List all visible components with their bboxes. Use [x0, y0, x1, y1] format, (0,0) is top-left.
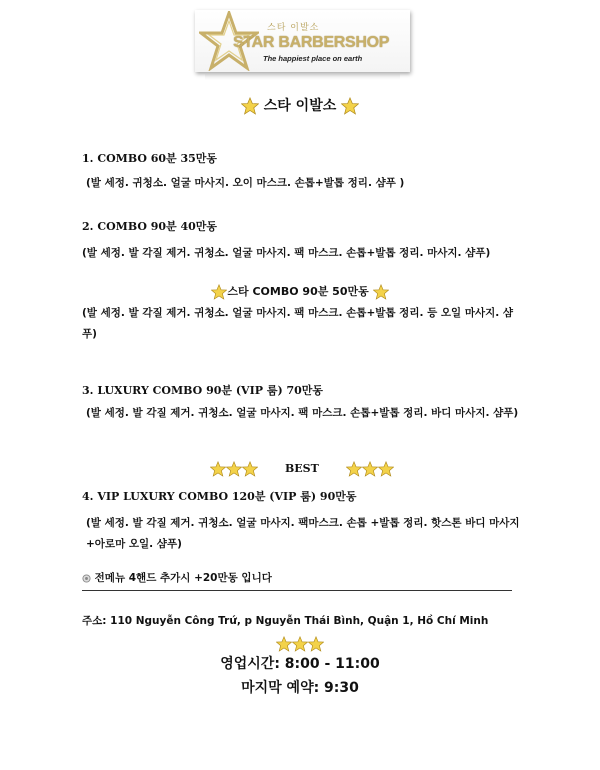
- best-row: [210, 461, 394, 477]
- star-icon: [241, 97, 259, 115]
- page-title: [0, 95, 600, 115]
- menu-item-4-desc: (발 세정. 발 각질 제거. 귀청소. 얼굴 마사지. 팩마스크. 손톱 +발톱 정리. 핫스톤 바디 마사지+아로마 오일. 샴푸): [86, 517, 520, 550]
- barbershop-logo: [195, 10, 410, 72]
- circle-bullet-icon: [82, 574, 91, 583]
- menu-item-3-label: 3. LUXURY COMBO 90분 (VIP 룸) 70만동: [82, 384, 324, 397]
- extra-note-text: 전메뉴 4핸드 추가시 +20만동 입니다: [94, 572, 272, 584]
- star-icon: [373, 284, 389, 300]
- star-icon: [292, 636, 308, 652]
- menu-item-1-label: 1. COMBO 60분 35만동: [82, 152, 218, 165]
- extra-note: [82, 570, 272, 585]
- star-icon: [341, 97, 359, 115]
- logo-korean-name: 스타 이발소: [267, 23, 320, 33]
- menu-item-4-label: 4. VIP LUXURY COMBO 120분 (VIP 룸) 90만동: [82, 490, 357, 503]
- menu-item-2-label: 2. COMBO 90분 40만동: [82, 220, 218, 233]
- business-hours: 영업시간: 8:00 - 11:00: [220, 656, 380, 672]
- title-text: 스타 이발소: [263, 98, 337, 114]
- star-icon: [242, 461, 258, 477]
- star-combo-desc: (발 세정. 발 각질 제거. 귀청소. 얼굴 마사지. 팩 마스크. 손톱+발톱 정리. 등 오일 마사지. 샴푸): [82, 307, 514, 340]
- menu-item-2-desc: (발 세정. 발 각질 제거. 귀청소. 얼굴 마사지. 팩 마스크. 손톱+발톱 정리. 마사지. 샴푸): [82, 247, 491, 259]
- menu-item-3-desc: (발 세정. 발 각질 제거. 귀청소. 얼굴 마사지. 팩 마스크. 손톱+발톱 정리. 바디 마사지. 샴푸): [86, 407, 519, 419]
- star-icon: [211, 284, 227, 300]
- divider-line: [82, 590, 512, 591]
- logo-tagline: The happiest place on earth: [263, 54, 363, 63]
- menu-item-1-desc: (발 세정. 귀청소. 얼굴 마사지. 오이 마스크. 손톱+발톱 정리. 샴푸 ): [86, 177, 405, 189]
- address: 주소: 110 Nguyễn Công Trứ, p Nguyễn Thái Bình, Quận 1, Hồ Chí Minh: [82, 615, 489, 627]
- footer-stars: [0, 633, 600, 652]
- star-icon: [378, 461, 394, 477]
- star-icon: [362, 461, 378, 477]
- star-icon: [308, 636, 324, 652]
- star-icon: [226, 461, 242, 477]
- star-icon: [276, 636, 292, 652]
- logo-brand-name: STAR BARBERSHOP: [233, 34, 390, 51]
- star-combo-label-row: [0, 283, 600, 300]
- star-combo-label: 스타 COMBO 90분 50만동: [227, 285, 369, 298]
- logo-reflection: [205, 74, 400, 80]
- star-icon: [346, 461, 362, 477]
- last-order-time: 마지막 예약: 9:30: [241, 680, 359, 696]
- best-label: BEST: [284, 462, 319, 475]
- star-icon: [210, 461, 226, 477]
